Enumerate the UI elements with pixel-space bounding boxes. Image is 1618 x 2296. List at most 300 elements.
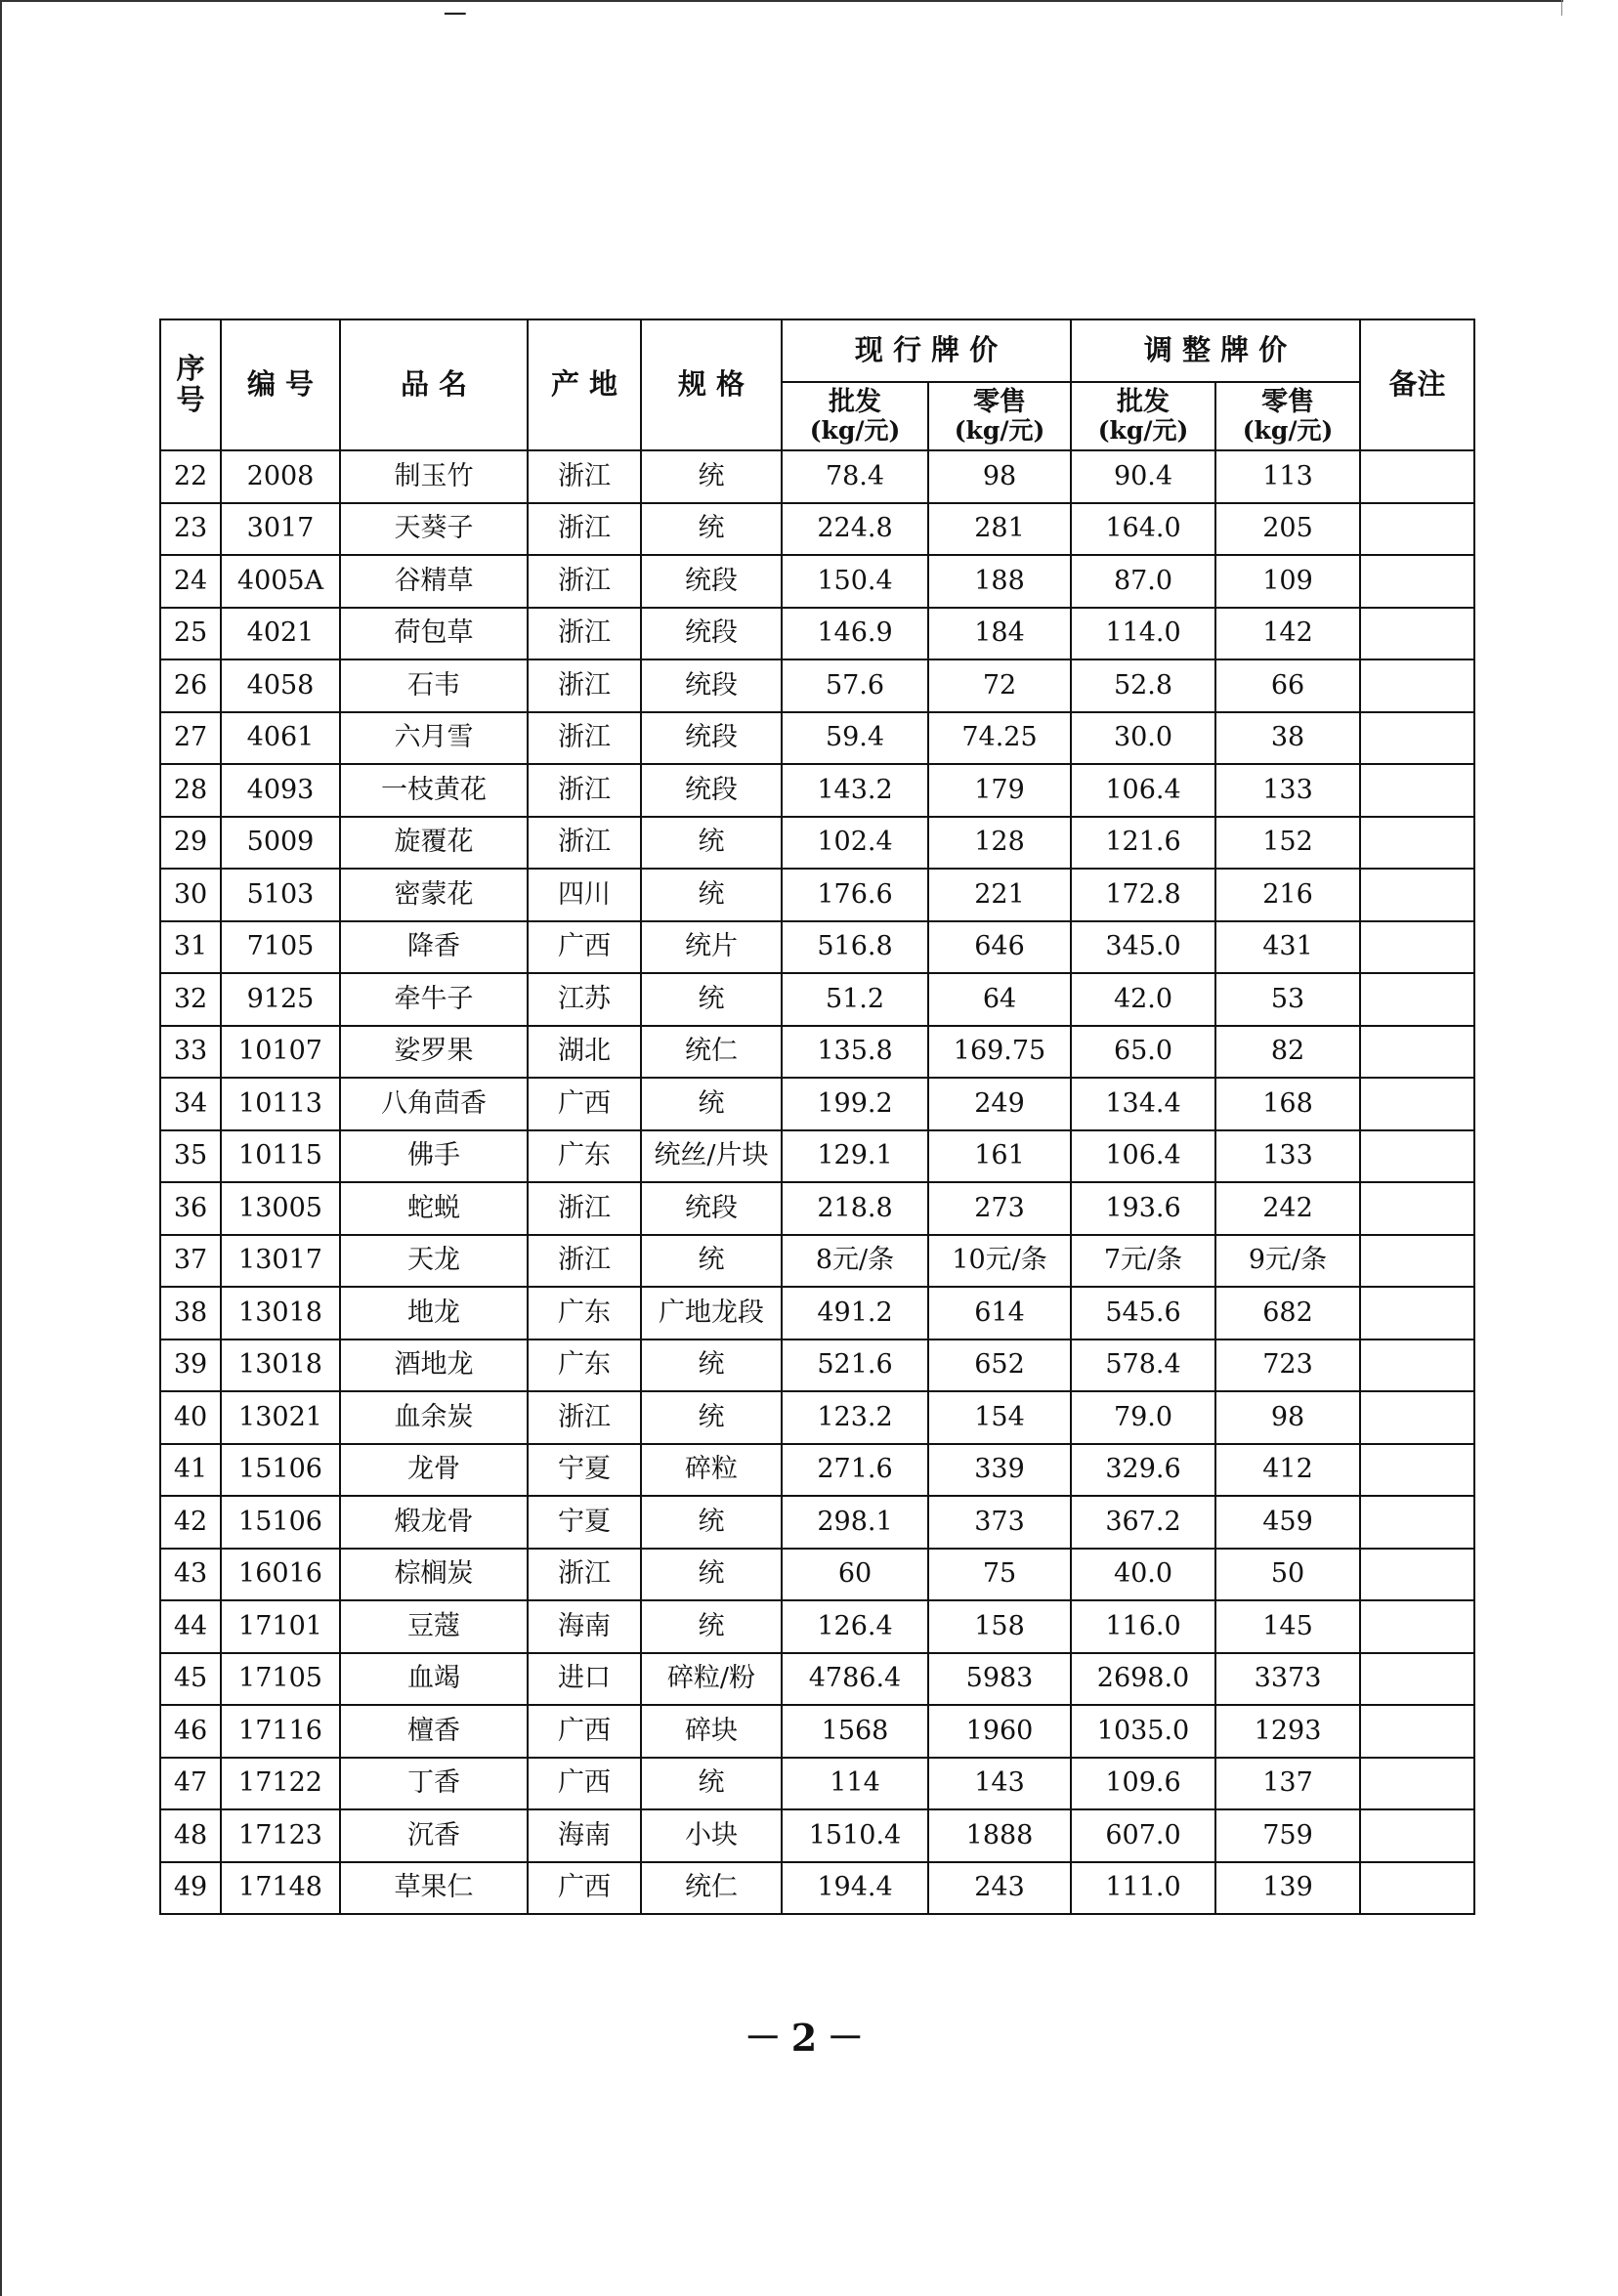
cell-name: 煅龙骨	[340, 1496, 528, 1549]
cell-adjusted-retail: 168	[1215, 1078, 1360, 1130]
cell-current-retail: 221	[928, 869, 1071, 921]
cell-current-wholesale: 521.6	[782, 1339, 928, 1392]
cell-origin: 浙江	[528, 1549, 641, 1601]
table-row	[160, 1549, 1474, 1601]
cell-origin: 广西	[528, 1078, 641, 1130]
page-edge-right	[1561, 0, 1562, 16]
cell-current-wholesale: 78.4	[782, 450, 928, 503]
cell-current-wholesale: 150.4	[782, 555, 928, 608]
cell-seq: 36	[160, 1182, 221, 1235]
cell-current-retail: 154	[928, 1391, 1071, 1444]
cell-code: 9125	[221, 973, 340, 1026]
header-seq-bottom: 号	[176, 383, 205, 416]
header-current-retail-unit: (kg/元)	[954, 416, 1045, 446]
cell-origin: 浙江	[528, 555, 641, 608]
page-edge-top	[0, 0, 1563, 4]
cell-current-retail: 646	[928, 921, 1071, 974]
table-row	[160, 712, 1474, 765]
cell-adjusted-retail: 145	[1215, 1600, 1360, 1653]
header-adjusted-retail-unit: (kg/元)	[1242, 416, 1334, 446]
cell-origin: 浙江	[528, 764, 641, 817]
table-row	[160, 1444, 1474, 1497]
cell-remark	[1360, 1078, 1474, 1130]
cell-name: 天龙	[340, 1235, 528, 1288]
cell-current-retail: 188	[928, 555, 1071, 608]
cell-adjusted-wholesale: 90.4	[1071, 450, 1215, 503]
cell-seq: 25	[160, 608, 221, 660]
cell-origin: 进口	[528, 1653, 641, 1706]
cell-adjusted-retail: 682	[1215, 1287, 1360, 1339]
cell-name: 檀香	[340, 1705, 528, 1758]
cell-remark	[1360, 817, 1474, 870]
cell-current-retail: 128	[928, 817, 1071, 870]
header-current-price: 现 行 牌 价	[782, 319, 1071, 382]
cell-adjusted-retail: 98	[1215, 1391, 1360, 1444]
cell-name: 豆蔻	[340, 1600, 528, 1653]
cell-name: 血余炭	[340, 1391, 528, 1444]
cell-current-retail: 652	[928, 1339, 1071, 1392]
cell-spec: 统	[641, 1235, 782, 1288]
cell-current-retail: 72	[928, 659, 1071, 712]
cell-adjusted-wholesale: 121.6	[1071, 817, 1215, 870]
cell-adjusted-wholesale: 1035.0	[1071, 1705, 1215, 1758]
cell-current-wholesale: 271.6	[782, 1444, 928, 1497]
cell-spec: 统片	[641, 921, 782, 974]
cell-name: 六月雪	[340, 712, 528, 765]
cell-name: 牵牛子	[340, 973, 528, 1026]
cell-current-wholesale: 194.4	[782, 1862, 928, 1915]
cell-remark	[1360, 712, 1474, 765]
cell-code: 10107	[221, 1026, 340, 1079]
cell-adjusted-wholesale: 2698.0	[1071, 1653, 1215, 1706]
cell-current-retail: 179	[928, 764, 1071, 817]
cell-code: 4005A	[221, 555, 340, 608]
cell-code: 16016	[221, 1549, 340, 1601]
cell-remark	[1360, 764, 1474, 817]
cell-current-retail: 339	[928, 1444, 1071, 1497]
cell-adjusted-retail: 142	[1215, 608, 1360, 660]
cell-current-retail: 143	[928, 1758, 1071, 1810]
cell-name: 制玉竹	[340, 450, 528, 503]
cell-code: 17105	[221, 1653, 340, 1706]
cell-seq: 32	[160, 973, 221, 1026]
cell-current-wholesale: 146.9	[782, 608, 928, 660]
cell-current-retail: 10元/条	[928, 1235, 1071, 1288]
cell-seq: 47	[160, 1758, 221, 1810]
cell-origin: 广西	[528, 1862, 641, 1915]
cell-current-wholesale: 114	[782, 1758, 928, 1810]
cell-remark	[1360, 450, 1474, 503]
cell-seq: 24	[160, 555, 221, 608]
table-row	[160, 1235, 1474, 1288]
cell-remark	[1360, 1130, 1474, 1183]
cell-current-wholesale: 8元/条	[782, 1235, 928, 1288]
cell-origin: 浙江	[528, 450, 641, 503]
cell-name: 血竭	[340, 1653, 528, 1706]
table-row	[160, 973, 1474, 1026]
cell-current-retail: 249	[928, 1078, 1071, 1130]
cell-adjusted-wholesale: 578.4	[1071, 1339, 1215, 1392]
cell-spec: 统	[641, 973, 782, 1026]
cell-spec: 统	[641, 1496, 782, 1549]
cell-code: 13005	[221, 1182, 340, 1235]
cell-current-retail: 281	[928, 503, 1071, 556]
cell-seq: 46	[160, 1705, 221, 1758]
price-table	[159, 319, 1475, 1915]
cell-current-wholesale: 176.6	[782, 869, 928, 921]
cell-current-wholesale: 59.4	[782, 712, 928, 765]
cell-spec: 统	[641, 1758, 782, 1810]
table-row	[160, 1287, 1474, 1339]
cell-code: 13017	[221, 1235, 340, 1288]
cell-current-wholesale: 516.8	[782, 921, 928, 974]
cell-current-retail: 98	[928, 450, 1071, 503]
cell-spec: 统段	[641, 555, 782, 608]
cell-spec: 统仁	[641, 1862, 782, 1915]
cell-spec: 统	[641, 817, 782, 870]
cell-name: 草果仁	[340, 1862, 528, 1915]
cell-name: 娑罗果	[340, 1026, 528, 1079]
cell-adjusted-retail: 3373	[1215, 1653, 1360, 1706]
cell-seq: 27	[160, 712, 221, 765]
cell-remark	[1360, 1391, 1474, 1444]
cell-origin: 四川	[528, 869, 641, 921]
cell-remark	[1360, 1182, 1474, 1235]
cell-adjusted-wholesale: 109.6	[1071, 1758, 1215, 1810]
cell-spec: 碎块	[641, 1705, 782, 1758]
cell-current-retail: 184	[928, 608, 1071, 660]
cell-spec: 小块	[641, 1809, 782, 1862]
cell-spec: 统	[641, 1600, 782, 1653]
cell-remark	[1360, 1705, 1474, 1758]
cell-code: 4058	[221, 659, 340, 712]
table-row	[160, 1130, 1474, 1183]
cell-spec: 广地龙段	[641, 1287, 782, 1339]
cell-adjusted-retail: 38	[1215, 712, 1360, 765]
table-row	[160, 1862, 1474, 1915]
cell-current-retail: 74.25	[928, 712, 1071, 765]
cell-code: 4093	[221, 764, 340, 817]
cell-code: 13018	[221, 1339, 340, 1392]
cell-spec: 统	[641, 869, 782, 921]
cell-current-retail: 273	[928, 1182, 1071, 1235]
cell-adjusted-wholesale: 42.0	[1071, 973, 1215, 1026]
cell-name: 酒地龙	[340, 1339, 528, 1392]
cell-name: 旋覆花	[340, 817, 528, 870]
table-row	[160, 659, 1474, 712]
cell-current-wholesale: 218.8	[782, 1182, 928, 1235]
cell-current-retail: 169.75	[928, 1026, 1071, 1079]
cell-spec: 统段	[641, 608, 782, 660]
cell-origin: 浙江	[528, 712, 641, 765]
cell-name: 降香	[340, 921, 528, 974]
cell-code: 17148	[221, 1862, 340, 1915]
cell-adjusted-retail: 82	[1215, 1026, 1360, 1079]
cell-name: 石韦	[340, 659, 528, 712]
table-row	[160, 1600, 1474, 1653]
cell-seq: 42	[160, 1496, 221, 1549]
cell-current-wholesale: 491.2	[782, 1287, 928, 1339]
cell-origin: 浙江	[528, 817, 641, 870]
cell-name: 天葵子	[340, 503, 528, 556]
header-name: 品 名	[340, 319, 528, 450]
cell-seq: 41	[160, 1444, 221, 1497]
table-row	[160, 555, 1474, 608]
table-row	[160, 1391, 1474, 1444]
cell-adjusted-wholesale: 116.0	[1071, 1600, 1215, 1653]
cell-adjusted-retail: 133	[1215, 1130, 1360, 1183]
cell-seq: 33	[160, 1026, 221, 1079]
cell-spec: 统	[641, 503, 782, 556]
cell-seq: 29	[160, 817, 221, 870]
table-row	[160, 1182, 1474, 1235]
cell-remark	[1360, 1339, 1474, 1392]
cell-adjusted-retail: 50	[1215, 1549, 1360, 1601]
cell-adjusted-retail: 412	[1215, 1444, 1360, 1497]
cell-origin: 浙江	[528, 659, 641, 712]
cell-remark	[1360, 503, 1474, 556]
cell-remark	[1360, 1444, 1474, 1497]
header-current-wholesale	[782, 382, 928, 450]
cell-spec: 统	[641, 1078, 782, 1130]
cell-code: 5009	[221, 817, 340, 870]
table-row	[160, 1809, 1474, 1862]
table-row	[160, 1339, 1474, 1392]
cell-adjusted-retail: 242	[1215, 1182, 1360, 1235]
cell-current-wholesale: 129.1	[782, 1130, 928, 1183]
cell-spec: 统	[641, 1339, 782, 1392]
page-edge-left	[0, 0, 2, 2296]
cell-seq: 43	[160, 1549, 221, 1601]
cell-remark	[1360, 608, 1474, 660]
cell-adjusted-retail: 431	[1215, 921, 1360, 974]
cell-adjusted-wholesale: 30.0	[1071, 712, 1215, 765]
cell-remark	[1360, 1600, 1474, 1653]
cell-adjusted-retail: 459	[1215, 1496, 1360, 1549]
cell-current-retail: 243	[928, 1862, 1071, 1915]
cell-origin: 广东	[528, 1287, 641, 1339]
cell-adjusted-retail: 137	[1215, 1758, 1360, 1810]
table-row	[160, 450, 1474, 503]
header-current-retail-label: 零售	[973, 387, 1026, 418]
table-row	[160, 608, 1474, 660]
cell-adjusted-retail: 113	[1215, 450, 1360, 503]
cell-current-retail: 373	[928, 1496, 1071, 1549]
cell-adjusted-wholesale: 106.4	[1071, 1130, 1215, 1183]
header-seq	[160, 319, 221, 450]
cell-seq: 30	[160, 869, 221, 921]
cell-adjusted-retail: 152	[1215, 817, 1360, 870]
cell-code: 17122	[221, 1758, 340, 1810]
cell-adjusted-wholesale: 65.0	[1071, 1026, 1215, 1079]
cell-spec: 统	[641, 1391, 782, 1444]
cell-adjusted-wholesale: 87.0	[1071, 555, 1215, 608]
cell-code: 2008	[221, 450, 340, 503]
header-adjusted-retail-label: 零售	[1261, 387, 1315, 418]
cell-origin: 宁夏	[528, 1496, 641, 1549]
cell-current-wholesale: 199.2	[782, 1078, 928, 1130]
cell-current-retail: 161	[928, 1130, 1071, 1183]
cell-code: 13021	[221, 1391, 340, 1444]
cell-seq: 31	[160, 921, 221, 974]
cell-origin: 浙江	[528, 1235, 641, 1288]
cell-current-retail: 1888	[928, 1809, 1071, 1862]
cell-remark	[1360, 1809, 1474, 1862]
cell-seq: 40	[160, 1391, 221, 1444]
cell-spec: 统丝/片块	[641, 1130, 782, 1183]
cell-current-wholesale: 4786.4	[782, 1653, 928, 1706]
header-origin: 产 地	[528, 319, 641, 450]
cell-adjusted-wholesale: 7元/条	[1071, 1235, 1215, 1288]
cell-code: 10113	[221, 1078, 340, 1130]
cell-code: 13018	[221, 1287, 340, 1339]
cell-seq: 44	[160, 1600, 221, 1653]
cell-code: 3017	[221, 503, 340, 556]
cell-remark	[1360, 555, 1474, 608]
cell-current-retail: 64	[928, 973, 1071, 1026]
cell-remark	[1360, 1862, 1474, 1915]
cell-current-wholesale: 224.8	[782, 503, 928, 556]
cell-adjusted-retail: 759	[1215, 1809, 1360, 1862]
table-row	[160, 1496, 1474, 1549]
cell-remark	[1360, 659, 1474, 712]
cell-remark	[1360, 973, 1474, 1026]
table-row	[160, 503, 1474, 556]
cell-origin: 海南	[528, 1809, 641, 1862]
cell-current-wholesale: 135.8	[782, 1026, 928, 1079]
header-code: 编 号	[221, 319, 340, 450]
cell-origin: 广东	[528, 1130, 641, 1183]
cell-adjusted-retail: 723	[1215, 1339, 1360, 1392]
cell-adjusted-wholesale: 345.0	[1071, 921, 1215, 974]
cell-name: 谷精草	[340, 555, 528, 608]
table-row	[160, 921, 1474, 974]
header-adjusted-wholesale-label: 批发	[1117, 387, 1171, 418]
cell-adjusted-wholesale: 114.0	[1071, 608, 1215, 660]
table-row	[160, 817, 1474, 870]
cell-code: 5103	[221, 869, 340, 921]
cell-origin: 浙江	[528, 1182, 641, 1235]
header-remark: 备注	[1360, 319, 1474, 450]
cell-adjusted-wholesale: 329.6	[1071, 1444, 1215, 1497]
cell-spec: 碎粒/粉	[641, 1653, 782, 1706]
cell-spec: 统仁	[641, 1026, 782, 1079]
cell-current-retail: 158	[928, 1600, 1071, 1653]
cell-spec: 统段	[641, 1182, 782, 1235]
cell-name: 沉香	[340, 1809, 528, 1862]
cell-current-wholesale: 102.4	[782, 817, 928, 870]
cell-adjusted-wholesale: 164.0	[1071, 503, 1215, 556]
cell-code: 10115	[221, 1130, 340, 1183]
cell-remark	[1360, 1287, 1474, 1339]
table-row	[160, 1705, 1474, 1758]
cell-current-wholesale: 126.4	[782, 1600, 928, 1653]
header-current-retail	[928, 382, 1071, 450]
cell-remark	[1360, 869, 1474, 921]
cell-current-wholesale: 298.1	[782, 1496, 928, 1549]
cell-adjusted-retail: 109	[1215, 555, 1360, 608]
cell-seq: 45	[160, 1653, 221, 1706]
cell-origin: 广东	[528, 1339, 641, 1392]
cell-adjusted-wholesale: 545.6	[1071, 1287, 1215, 1339]
cell-adjusted-wholesale: 193.6	[1071, 1182, 1215, 1235]
header-seq-top: 序	[176, 352, 205, 386]
cell-adjusted-retail: 216	[1215, 869, 1360, 921]
cell-origin: 浙江	[528, 608, 641, 660]
cell-name: 密蒙花	[340, 869, 528, 921]
cell-seq: 48	[160, 1809, 221, 1862]
header-adjusted-wholesale-unit: (kg/元)	[1097, 416, 1189, 446]
cell-adjusted-retail: 133	[1215, 764, 1360, 817]
header-spec: 规 格	[641, 319, 782, 450]
cell-adjusted-retail: 205	[1215, 503, 1360, 556]
cell-spec: 统	[641, 1549, 782, 1601]
cell-adjusted-wholesale: 79.0	[1071, 1391, 1215, 1444]
cell-origin: 浙江	[528, 1391, 641, 1444]
table-row	[160, 1653, 1474, 1706]
cell-seq: 49	[160, 1862, 221, 1915]
cell-remark	[1360, 1758, 1474, 1810]
cell-adjusted-wholesale: 106.4	[1071, 764, 1215, 817]
header-adjusted-price: 调 整 牌 价	[1071, 319, 1360, 382]
table-row	[160, 1078, 1474, 1130]
cell-remark	[1360, 1026, 1474, 1079]
cell-current-wholesale: 143.2	[782, 764, 928, 817]
cell-adjusted-retail: 9元/条	[1215, 1235, 1360, 1288]
cell-adjusted-wholesale: 134.4	[1071, 1078, 1215, 1130]
header-adjusted-wholesale	[1071, 382, 1215, 450]
cell-adjusted-wholesale: 40.0	[1071, 1549, 1215, 1601]
cell-seq: 23	[160, 503, 221, 556]
cell-remark	[1360, 1549, 1474, 1601]
cell-name: 棕榈炭	[340, 1549, 528, 1601]
cell-seq: 38	[160, 1287, 221, 1339]
cell-spec: 统段	[641, 764, 782, 817]
cell-name: 八角茴香	[340, 1078, 528, 1130]
cell-spec: 统段	[641, 712, 782, 765]
cell-origin: 湖北	[528, 1026, 641, 1079]
cell-adjusted-wholesale: 367.2	[1071, 1496, 1215, 1549]
cell-seq: 35	[160, 1130, 221, 1183]
cell-seq: 34	[160, 1078, 221, 1130]
cell-origin: 广西	[528, 1705, 641, 1758]
cell-remark	[1360, 1235, 1474, 1288]
cell-seq: 22	[160, 450, 221, 503]
cell-seq: 26	[160, 659, 221, 712]
cell-current-wholesale: 60	[782, 1549, 928, 1601]
cell-seq: 28	[160, 764, 221, 817]
header-current-wholesale-label: 批发	[829, 387, 881, 418]
cell-remark	[1360, 921, 1474, 974]
table-row	[160, 1026, 1474, 1079]
cell-adjusted-wholesale: 111.0	[1071, 1862, 1215, 1915]
table-row	[160, 1758, 1474, 1810]
cell-spec: 统段	[641, 659, 782, 712]
cell-adjusted-wholesale: 172.8	[1071, 869, 1215, 921]
cell-adjusted-retail: 1293	[1215, 1705, 1360, 1758]
cell-code: 15106	[221, 1496, 340, 1549]
header-current-wholesale-unit: (kg/元)	[809, 416, 901, 446]
cell-remark	[1360, 1653, 1474, 1706]
cell-code: 4021	[221, 608, 340, 660]
cell-origin: 广西	[528, 1758, 641, 1810]
cell-code: 7105	[221, 921, 340, 974]
scan-mark: ▔▔	[445, 14, 466, 29]
cell-seq: 39	[160, 1339, 221, 1392]
cell-origin: 广西	[528, 921, 641, 974]
cell-name: 荷包草	[340, 608, 528, 660]
cell-seq: 37	[160, 1235, 221, 1288]
